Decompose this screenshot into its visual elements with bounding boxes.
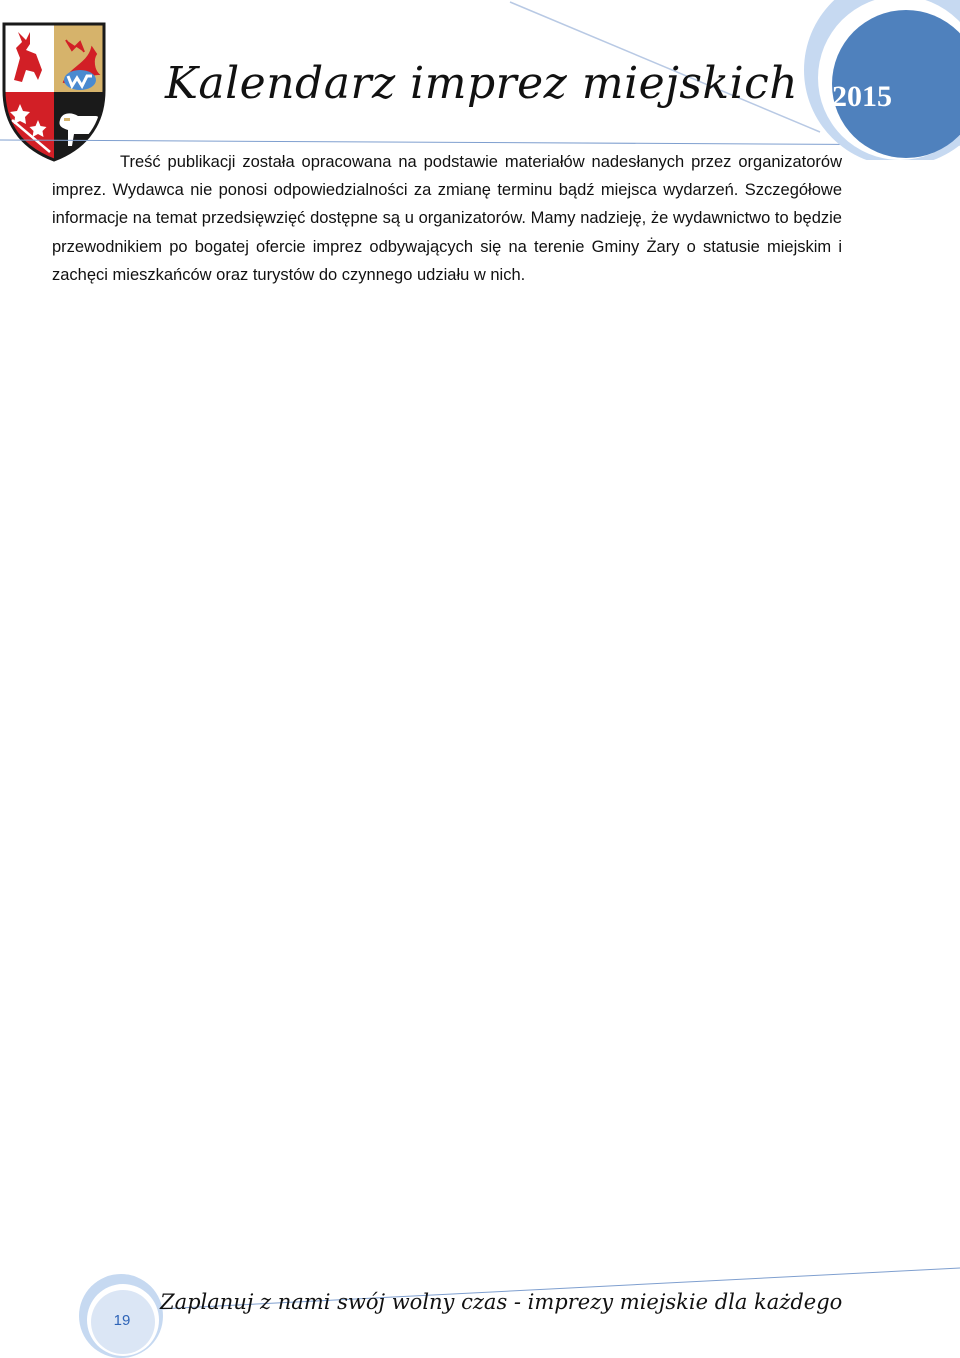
- intro-paragraph: [52, 148, 842, 289]
- intro-paragraph-text: Treść publikacji została opracowana na podstawie materiałów nadesłanych przez organizatorów imprez. Wydawca nie ponosi odpowiedzialności za zmianę terminu bądź miejsca wydarzeń. Szczegółowe informacje na temat przedsięwzięć dostępne są u organizatorów. Mamy nadzieję, że wydawnictwo to będzie przewodnikiem po bogatej ofercie imprez odbywających się na terenie Gminy Żary o statusie miejskim i zachęci mieszkańców oraz turystów do czynnego udziału w nich.: [52, 153, 842, 284]
- year-label: 2015: [832, 80, 892, 113]
- footer-slogan: Zaplanuj z nami swój wolny czas - imprezy miejskie dla każdego: [160, 1290, 843, 1314]
- page-title: Kalendarz imprez miejskich: [165, 58, 799, 109]
- page-number: 19: [113, 1312, 131, 1329]
